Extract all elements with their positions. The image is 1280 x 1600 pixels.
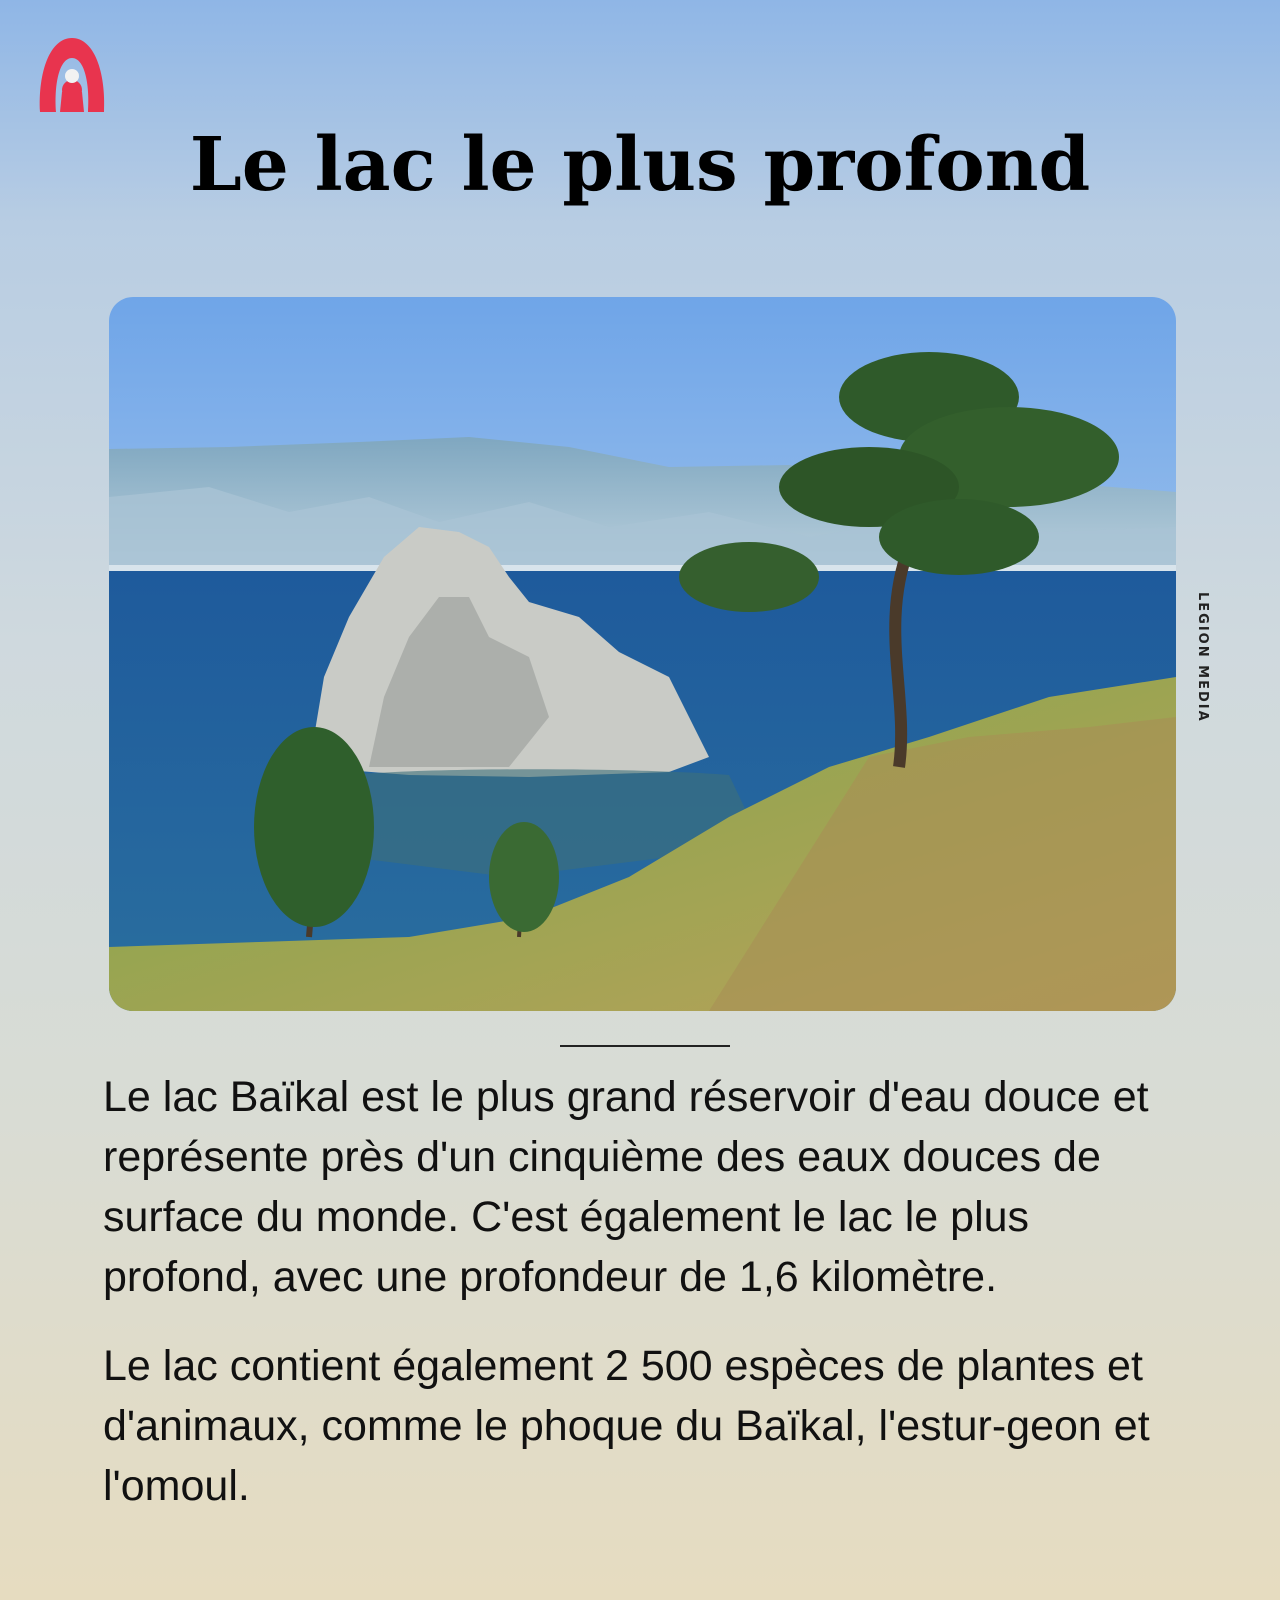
photo-credit: LEGION MEDIA	[1195, 592, 1210, 723]
page-title: Le lac le plus profond	[189, 122, 1091, 208]
divider	[560, 1045, 730, 1047]
rbth-logo-icon	[36, 32, 108, 118]
body-paragraph: Le lac Baïkal est le plus grand réservoir d'eau douce et représente près d'un cinquième des eaux douces de surface du monde. C'est également le lac le plus profond, avec une profondeur de 1,6 kilomètre.	[103, 1073, 1149, 1301]
body-paragraph: Le lac contient également 2 500 espèces de plantes et d'animaux, comme le phoque du Baïkal, l'estur-geon et l'omoul.	[103, 1342, 1150, 1510]
lake-landscape-image	[109, 297, 1176, 1011]
